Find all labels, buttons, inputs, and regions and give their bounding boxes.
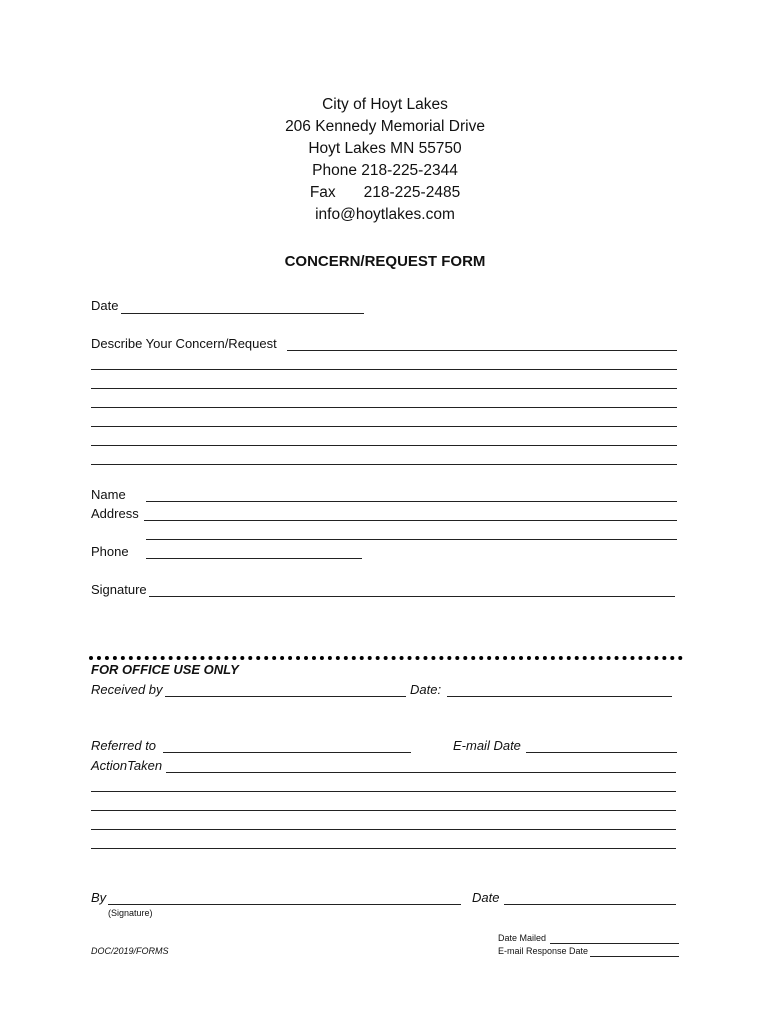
- action-taken-line-5[interactable]: [91, 848, 676, 849]
- signature-field[interactable]: [149, 596, 675, 597]
- concern-line-3[interactable]: [91, 388, 677, 389]
- by-date-field[interactable]: [504, 904, 676, 905]
- received-by-field[interactable]: [165, 696, 406, 697]
- form-title: CONCERN/REQUEST FORM: [284, 253, 486, 270]
- concern-label: Describe Your Concern/Request: [91, 336, 277, 351]
- address-label: Address: [91, 506, 139, 521]
- address-field-line-1[interactable]: [144, 520, 677, 521]
- fax-value: 218-225-2485: [363, 184, 461, 201]
- city-name: City of Hoyt Lakes: [322, 96, 448, 113]
- received-by-label: Received by: [91, 682, 163, 697]
- city-state-zip: Hoyt Lakes MN 55750: [308, 140, 462, 157]
- concern-line-1[interactable]: [287, 350, 677, 351]
- fax-label: Fax: [309, 184, 336, 201]
- phone-label: Phone: [91, 544, 129, 559]
- referred-to-label: Referred to: [91, 738, 157, 753]
- phone-number: Phone 218-225-2344: [312, 162, 458, 179]
- name-label: Name: [91, 487, 126, 502]
- concern-line-5[interactable]: [91, 426, 677, 427]
- concern-line-4[interactable]: [91, 407, 677, 408]
- office-use-title: FOR OFFICE USE ONLY: [91, 662, 239, 677]
- concern-line-2[interactable]: [91, 369, 677, 370]
- concern-line-6[interactable]: [91, 445, 677, 446]
- email-response-date-field[interactable]: [590, 956, 679, 957]
- action-taken-line-4[interactable]: [91, 829, 676, 830]
- by-date-label: Date: [472, 890, 500, 905]
- doc-code: DOC/2019/FORMS: [91, 946, 169, 956]
- action-taken-line-2[interactable]: [91, 791, 676, 792]
- office-divider: [89, 656, 683, 660]
- phone-field[interactable]: [146, 558, 362, 559]
- date-mailed-label: Date Mailed: [498, 933, 547, 943]
- street-address: 206 Kennedy Memorial Drive: [285, 118, 485, 135]
- email-response-date-label: E-mail Response Date: [498, 946, 589, 956]
- by-label: By: [91, 890, 107, 905]
- city-address-block: [0, 94, 770, 226]
- fax-number: [0, 182, 770, 204]
- address-field-line-2[interactable]: [146, 539, 677, 540]
- email-date-field[interactable]: [526, 752, 677, 753]
- concern-line-7[interactable]: [91, 464, 677, 465]
- referred-to-field[interactable]: [163, 752, 411, 753]
- name-field[interactable]: [146, 501, 677, 502]
- email-date-label: E-mail Date: [453, 738, 521, 753]
- action-taken-label: ActionTaken: [91, 758, 163, 773]
- by-signature-field[interactable]: [108, 904, 461, 905]
- action-taken-line-3[interactable]: [91, 810, 676, 811]
- signature-label: Signature: [91, 582, 147, 597]
- date-label: Date: [91, 298, 119, 313]
- action-taken-line-1[interactable]: [166, 772, 676, 773]
- date-field[interactable]: [121, 313, 364, 314]
- date-mailed-field[interactable]: [550, 943, 679, 944]
- email-address: info@hoytlakes.com: [315, 206, 455, 223]
- signature-note: (Signature): [108, 908, 153, 918]
- received-date-label: Date:: [410, 682, 442, 697]
- received-date-field[interactable]: [447, 696, 672, 697]
